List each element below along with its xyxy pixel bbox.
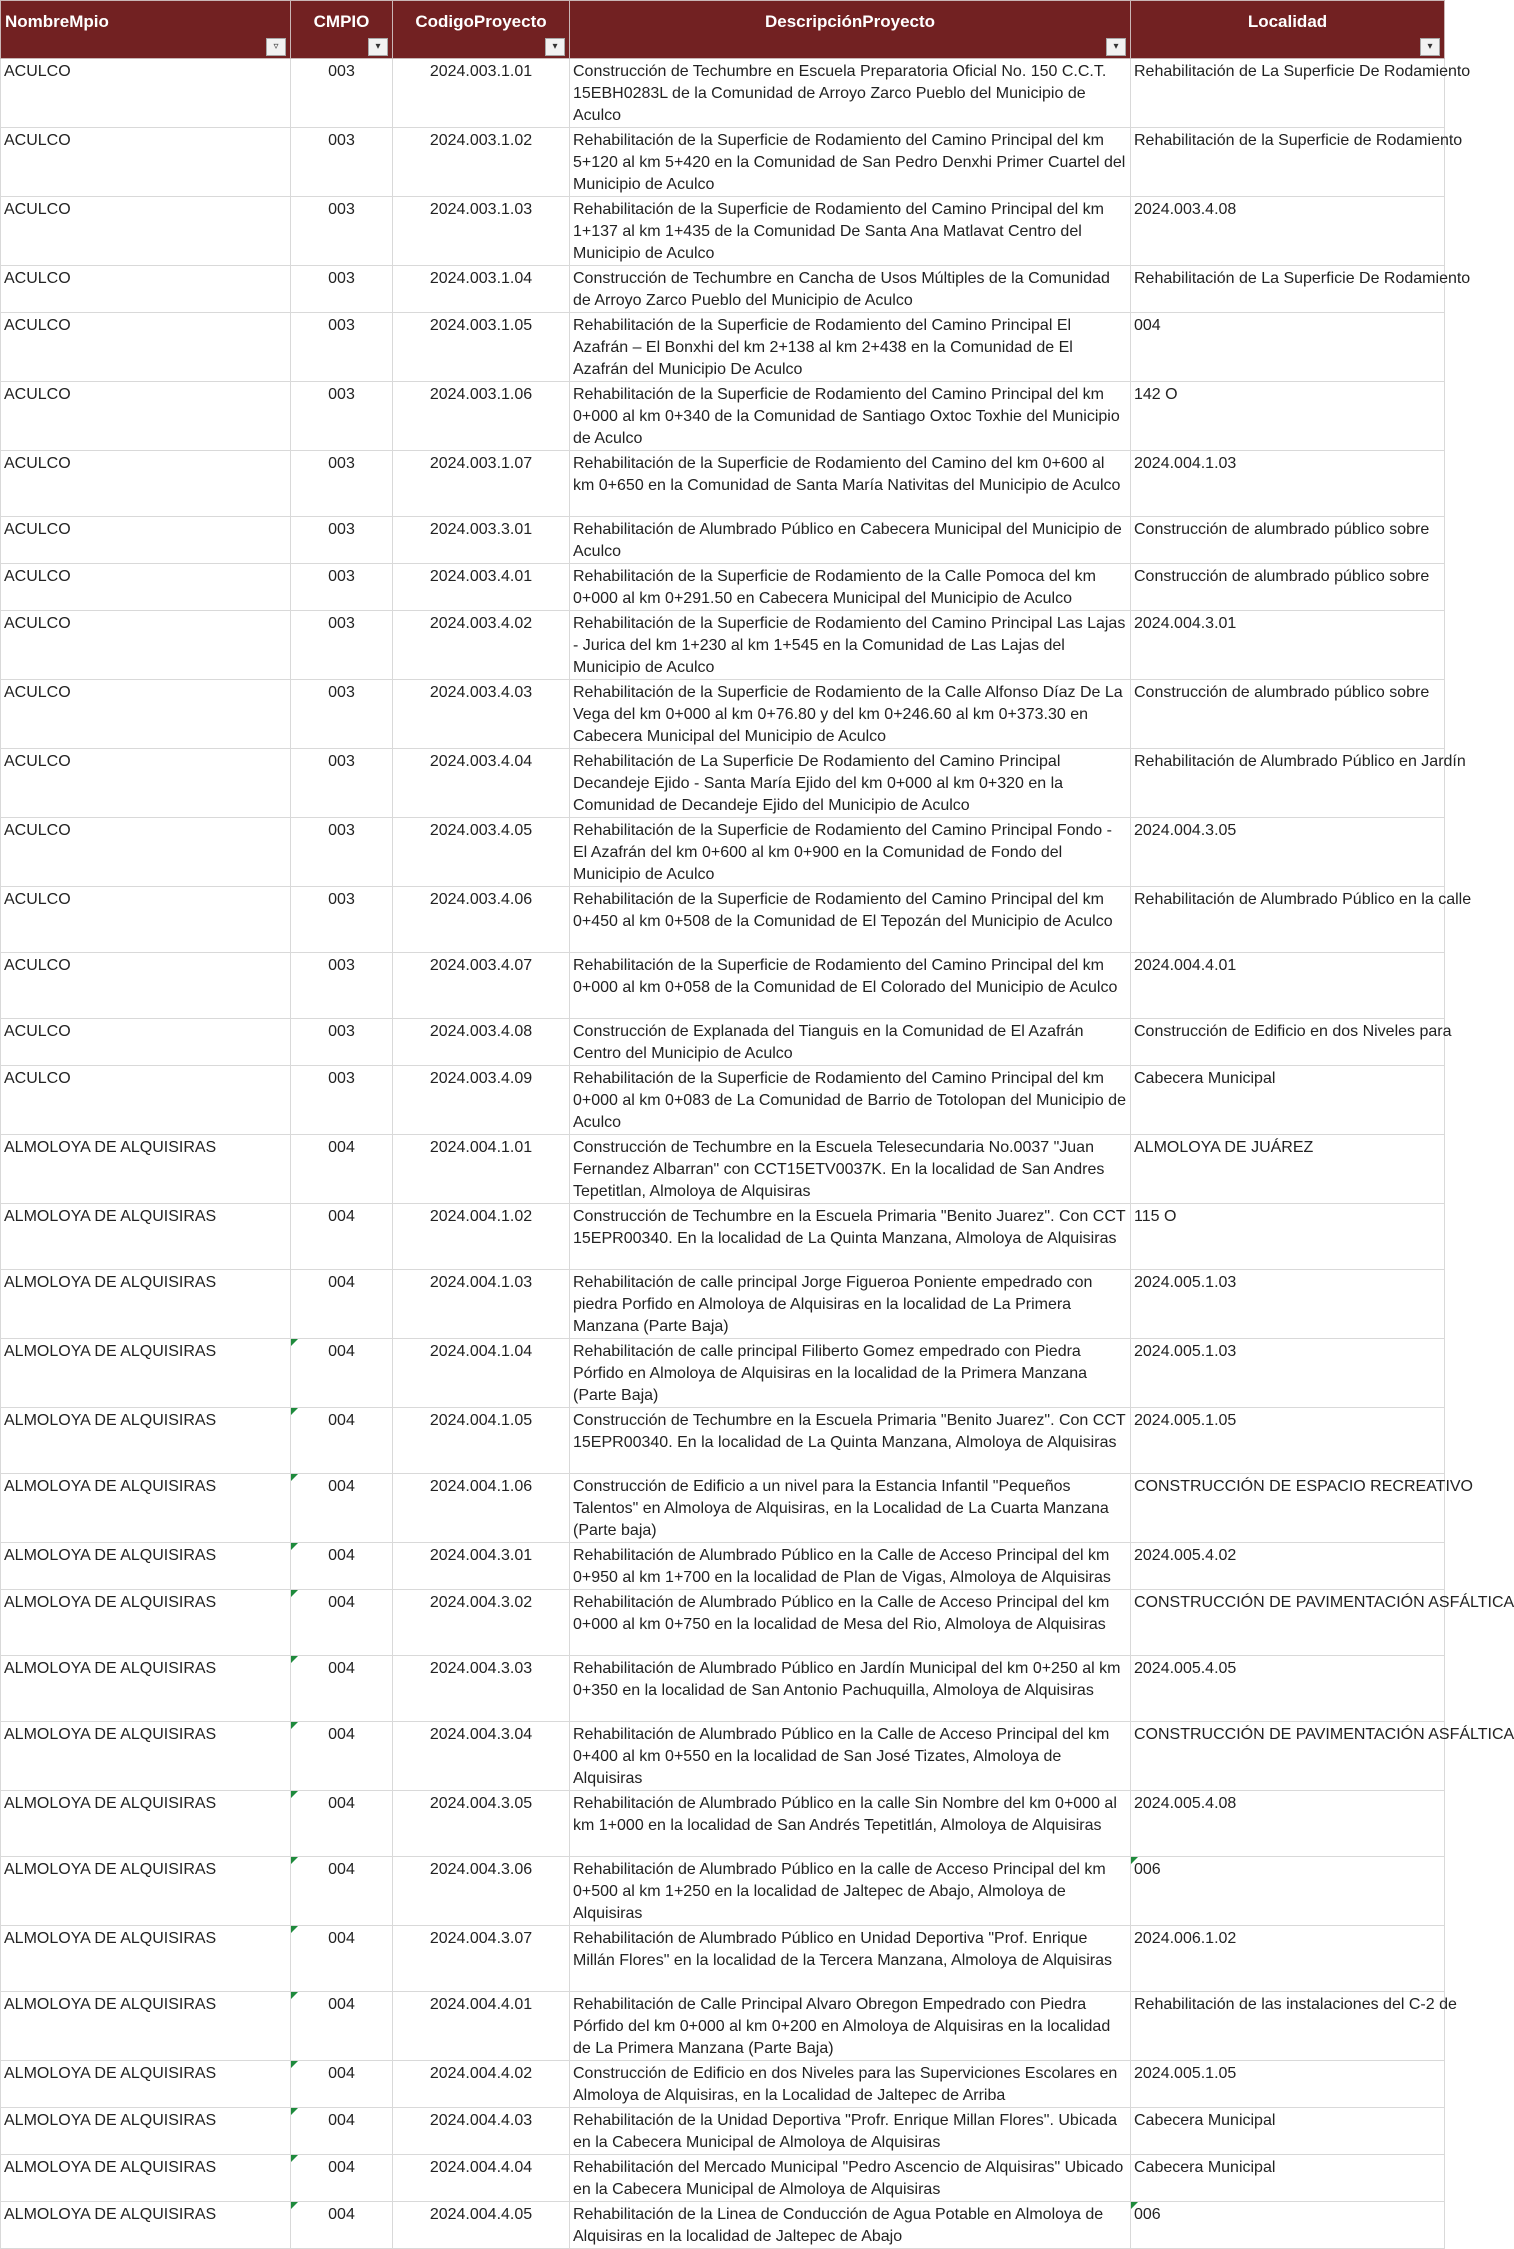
cell-descripcion[interactable]: Rehabilitación de La Superficie De Rodamiento del Camino Principal Decandeje Ejido - Santa María Ejido del km 0+000 al km 0+320 en la Comunidad de Decandeje Ejido del Municipio de Aculco	[570, 749, 1131, 818]
cell-descripcion[interactable]: Rehabilitación del Mercado Municipal "Pedro Ascencio de Alquisiras" Ubicado en la Cabecera Municipal de Almoloya de Alquisiras	[570, 2155, 1131, 2202]
cell-codigo[interactable]: 2024.003.4.04	[393, 749, 570, 818]
cell-nombre[interactable]: ALMOLOYA DE ALQUISIRAS	[1, 1926, 291, 1992]
cell-nombre[interactable]: ALMOLOYA DE ALQUISIRAS	[1, 1408, 291, 1474]
table-row[interactable]	[1, 1857, 1445, 1926]
cell-cmpio[interactable]: 004	[291, 1408, 393, 1474]
cell-descripcion[interactable]: Rehabilitación de la Superficie de Rodamiento del Camino Principal El Azafrán – El Bonxhi del km 2+138 al km 2+438 en la Comunidad de El Azafrán del Municipio De Aculco	[570, 313, 1131, 382]
header-codigo-label: CodigoProyecto	[415, 11, 547, 31]
cell-localidad[interactable]: Rehabilitación de Alumbrado Público en la calle	[1131, 887, 1445, 953]
cell-cmpio[interactable]: 003	[291, 1019, 393, 1066]
cell-nombre[interactable]: ACULCO	[1, 564, 291, 611]
cell-nombre[interactable]: ALMOLOYA DE ALQUISIRAS	[1, 2155, 291, 2202]
header-descripcion[interactable]	[570, 1, 1131, 59]
cell-codigo[interactable]: 2024.004.3.05	[393, 1791, 570, 1857]
table-row[interactable]	[1, 1590, 1445, 1656]
cell-descripcion[interactable]: Rehabilitación de Alumbrado Público en Unidad Deportiva "Prof. Enrique Millán Flores" en la localidad de la Tercera Manzana, Almoloya de Alquisiras	[570, 1926, 1131, 1992]
table-row[interactable]	[1, 197, 1445, 266]
cell-codigo[interactable]: 2024.004.1.02	[393, 1204, 570, 1270]
table-row[interactable]	[1, 451, 1445, 517]
table-row[interactable]	[1, 1474, 1445, 1543]
cell-cmpio[interactable]: 004	[291, 1590, 393, 1656]
cell-nombre[interactable]: ACULCO	[1, 382, 291, 451]
cell-localidad[interactable]: Rehabilitación de La Superficie De Rodamiento	[1131, 59, 1445, 128]
dropdown-arrow-icon[interactable]: ▾	[1420, 38, 1440, 56]
cell-codigo[interactable]: 2024.004.1.04	[393, 1339, 570, 1408]
cell-codigo[interactable]: 2024.004.4.02	[393, 2061, 570, 2108]
cell-codigo[interactable]: 2024.003.4.02	[393, 611, 570, 680]
table-body	[1, 59, 1514, 2249]
cell-nombre[interactable]: ALMOLOYA DE ALQUISIRAS	[1, 1135, 291, 1204]
cell-cmpio[interactable]: 003	[291, 128, 393, 197]
cell-codigo[interactable]: 2024.004.4.05	[393, 2202, 570, 2249]
cell-descripcion[interactable]: Rehabilitación de la Superficie de Rodamiento del Camino Principal del km 1+137 al km 1+435 de la Comunidad De Santa Ana Matlavat Centro del Municipio de Aculco	[570, 197, 1131, 266]
cell-localidad[interactable]: Rehabilitación de las instalaciones del C-2 de	[1131, 1992, 1445, 2061]
cell-cmpio[interactable]: 004	[291, 1270, 393, 1339]
cell-codigo[interactable]: 2024.004.4.03	[393, 2108, 570, 2155]
cell-codigo[interactable]: 2024.003.1.05	[393, 313, 570, 382]
cell-descripcion[interactable]: Construcción de Techumbre en la Escuela Telesecundaria No.0037 "Juan Fernandez Albarran" con CCT15ETV0037K. En la localidad de San Andres Tepetitlan, Almoloya de Alquisiras	[570, 1135, 1131, 1204]
table-row[interactable]	[1, 611, 1445, 680]
cell-localidad[interactable]: Construcción de Edificio en dos Niveles para	[1131, 1019, 1445, 1066]
table-row[interactable]	[1, 564, 1445, 611]
cell-cmpio[interactable]: 003	[291, 1066, 393, 1135]
table-row[interactable]	[1, 953, 1445, 1019]
cell-cmpio[interactable]: 004	[291, 1474, 393, 1543]
cell-codigo[interactable]: 2024.004.3.01	[393, 1543, 570, 1590]
cell-descripcion[interactable]: Rehabilitación de Alumbrado Público en la Calle de Acceso Principal del km 0+400 al km 0+550 en la localidad de San José Tizates, Almoloya de Alquisiras	[570, 1722, 1131, 1791]
cell-localidad[interactable]: Cabecera Municipal	[1131, 2108, 1445, 2155]
cell-codigo[interactable]: 2024.004.3.04	[393, 1722, 570, 1791]
cell-descripcion[interactable]: Construcción de Techumbre en la Escuela Primaria "Benito Juarez". Con CCT 15EPR00340. En la localidad de La Quinta Manzana, Almoloya de Alquisiras	[570, 1204, 1131, 1270]
cell-codigo[interactable]: 2024.003.4.07	[393, 953, 570, 1019]
cell-cmpio[interactable]: 003	[291, 564, 393, 611]
cell-descripcion[interactable]: Rehabilitación de la Superficie de Rodamiento del Camino Principal Las Lajas - Jurica del km 1+230 al km 1+545 en la Comunidad de Las Lajas del Municipio de Aculco	[570, 611, 1131, 680]
cell-localidad[interactable]: 2024.005.1.03	[1131, 1270, 1445, 1339]
cell-localidad[interactable]: 142 O	[1131, 382, 1445, 451]
table-row[interactable]	[1, 2108, 1445, 2155]
table-row[interactable]	[1, 59, 1445, 128]
cell-nombre[interactable]: ALMOLOYA DE ALQUISIRAS	[1, 2061, 291, 2108]
table-row[interactable]	[1, 382, 1445, 451]
cell-codigo[interactable]: 2024.003.4.05	[393, 818, 570, 887]
cell-nombre[interactable]: ACULCO	[1, 749, 291, 818]
cell-descripcion[interactable]: Construcción de Explanada del Tianguis en la Comunidad de El Azafrán Centro del Municipio de Aculco	[570, 1019, 1131, 1066]
table-row[interactable]	[1, 2155, 1445, 2202]
cell-nombre[interactable]: ALMOLOYA DE ALQUISIRAS	[1, 2108, 291, 2155]
cell-codigo[interactable]: 2024.003.1.07	[393, 451, 570, 517]
header-row	[1, 1, 1445, 59]
header-nombre[interactable]	[1, 1, 291, 59]
cell-localidad[interactable]: Rehabilitación de Alumbrado Público en Jardín	[1131, 749, 1445, 818]
cell-localidad[interactable]: 2024.003.4.08	[1131, 197, 1445, 266]
cell-cmpio[interactable]: 004	[291, 1857, 393, 1926]
dropdown-arrow-icon[interactable]: ▾	[545, 38, 565, 56]
cell-localidad[interactable]: Rehabilitación de La Superficie De Rodamiento	[1131, 266, 1445, 313]
cell-descripcion[interactable]: Rehabilitación de la Unidad Deportiva "Profr. Enrique Millan Flores". Ubicada en la Cabecera Municipal de Almoloya de Alquisiras	[570, 2108, 1131, 2155]
cell-descripcion[interactable]: Construcción de Techumbre en Escuela Preparatoria Oficial No. 150 C.C.T. 15EBH0283L de la Comunidad de Arroyo Zarco Pueblo del Municipio de Aculco	[570, 59, 1131, 128]
cell-cmpio[interactable]: 003	[291, 451, 393, 517]
cell-cmpio[interactable]: 004	[291, 2202, 393, 2249]
cell-descripcion[interactable]: Rehabilitación de la Superficie de Rodamiento del Camino Principal del km 5+120 al km 5+420 en la Comunidad de San Pedro Denxhi Primer Cuartel del Municipio de Aculco	[570, 128, 1131, 197]
cell-codigo[interactable]: 2024.003.4.08	[393, 1019, 570, 1066]
cell-localidad[interactable]: 2024.005.4.02	[1131, 1543, 1445, 1590]
cell-cmpio[interactable]: 003	[291, 382, 393, 451]
cell-cmpio[interactable]: 003	[291, 749, 393, 818]
table-row[interactable]	[1, 1992, 1445, 2061]
cell-codigo[interactable]: 2024.003.4.06	[393, 887, 570, 953]
cell-nombre[interactable]: ACULCO	[1, 266, 291, 313]
cell-nombre[interactable]: ALMOLOYA DE ALQUISIRAS	[1, 2202, 291, 2249]
cell-cmpio[interactable]: 004	[291, 1339, 393, 1408]
cell-descripcion[interactable]: Rehabilitación de calle principal Jorge Figueroa Poniente empedrado con piedra Porfido en Almoloya de Alquisiras en la localidad de La Primera Manzana (Parte Baja)	[570, 1270, 1131, 1339]
cell-localidad[interactable]: ALMOLOYA DE JUÁREZ	[1131, 1135, 1445, 1204]
header-localidad[interactable]	[1131, 1, 1445, 59]
cell-localidad[interactable]: 006	[1131, 1857, 1445, 1926]
cell-localidad[interactable]: Cabecera Municipal	[1131, 1066, 1445, 1135]
cell-descripcion[interactable]: Construcción de Edificio en dos Niveles para las Superviciones Escolares en Almoloya de Alquisiras, en la Localidad de Jaltepec de Arriba	[570, 2061, 1131, 2108]
table-row[interactable]	[1, 2202, 1445, 2249]
cell-codigo[interactable]: 2024.003.4.09	[393, 1066, 570, 1135]
cell-localidad[interactable]: 2024.004.3.01	[1131, 611, 1445, 680]
cell-cmpio[interactable]: 004	[291, 1722, 393, 1791]
cell-cmpio[interactable]: 003	[291, 59, 393, 128]
cell-localidad[interactable]: 2024.006.1.02	[1131, 1926, 1445, 1992]
cell-localidad[interactable]: 2024.005.1.05	[1131, 2061, 1445, 2108]
cell-descripcion[interactable]: Rehabilitación de la Superficie de Rodamiento del Camino Principal del km 0+000 al km 0+058 de la Comunidad de El Colorado del Municipio de Aculco	[570, 953, 1131, 1019]
cell-cmpio[interactable]: 004	[291, 1992, 393, 2061]
table-row[interactable]	[1, 1066, 1445, 1135]
cell-codigo[interactable]: 2024.004.1.01	[393, 1135, 570, 1204]
cell-nombre[interactable]: ALMOLOYA DE ALQUISIRAS	[1, 1543, 291, 1590]
cell-cmpio[interactable]: 003	[291, 517, 393, 564]
cell-descripcion[interactable]: Rehabilitación de Calle Principal Alvaro Obregon Empedrado con Piedra Pórfido del km 0+000 al km 0+200 en Almoloya de Alquisiras en la localidad de La Primera Manzana (Parte Baja)	[570, 1992, 1131, 2061]
cell-cmpio[interactable]: 004	[291, 1204, 393, 1270]
cell-localidad[interactable]: 2024.005.1.03	[1131, 1339, 1445, 1408]
cell-cmpio[interactable]: 003	[291, 313, 393, 382]
table-row[interactable]	[1, 1722, 1445, 1791]
cell-codigo[interactable]: 2024.004.1.06	[393, 1474, 570, 1543]
cell-descripcion[interactable]: Rehabilitación de Alumbrado Público en Jardín Municipal del km 0+250 al km 0+350 en la localidad de San Antonio Pachuquilla, Almoloya de Alquisiras	[570, 1656, 1131, 1722]
cell-codigo[interactable]: 2024.004.4.04	[393, 2155, 570, 2202]
cell-descripcion[interactable]: Rehabilitación de la Superficie de Rodamiento del Camino Principal del km 0+000 al km 0+340 de la Comunidad de Santiago Oxtoc Toxhie del Municipio de Aculco	[570, 382, 1131, 451]
cell-nombre[interactable]: ALMOLOYA DE ALQUISIRAS	[1, 1270, 291, 1339]
table-row[interactable]	[1, 1204, 1445, 1270]
cell-codigo[interactable]: 2024.004.3.02	[393, 1590, 570, 1656]
table-row[interactable]	[1, 1791, 1445, 1857]
cell-nombre[interactable]: ALMOLOYA DE ALQUISIRAS	[1, 1992, 291, 2061]
cell-descripcion[interactable]: Rehabilitación de Alumbrado Público en Cabecera Municipal del Municipio de Aculco	[570, 517, 1131, 564]
cell-localidad[interactable]: 004	[1131, 313, 1445, 382]
cell-nombre[interactable]: ALMOLOYA DE ALQUISIRAS	[1, 1857, 291, 1926]
header-cmpio-label: CMPIO	[313, 11, 370, 31]
table-row[interactable]	[1, 1270, 1445, 1339]
cell-localidad[interactable]: Rehabilitación de la Superficie de Rodamiento	[1131, 128, 1445, 197]
cell-cmpio[interactable]: 004	[291, 2061, 393, 2108]
table-row[interactable]	[1, 1339, 1445, 1408]
cell-localidad[interactable]: Construcción de alumbrado público sobre	[1131, 680, 1445, 749]
cell-nombre[interactable]: ALMOLOYA DE ALQUISIRAS	[1, 1339, 291, 1408]
cell-descripcion[interactable]: Construcción de Techumbre en Cancha de Usos Múltiples de la Comunidad de Arroyo Zarco Pueblo del Municipio de Aculco	[570, 266, 1131, 313]
table-row[interactable]	[1, 887, 1445, 953]
cell-nombre[interactable]: ACULCO	[1, 451, 291, 517]
cell-nombre[interactable]: ACULCO	[1, 313, 291, 382]
dropdown-arrow-icon[interactable]: ▾	[1106, 38, 1126, 56]
table-row[interactable]	[1, 1656, 1445, 1722]
cell-codigo[interactable]: 2024.003.4.03	[393, 680, 570, 749]
cell-cmpio[interactable]: 003	[291, 611, 393, 680]
cell-cmpio[interactable]: 003	[291, 818, 393, 887]
table-row[interactable]	[1, 2061, 1445, 2108]
cell-localidad[interactable]: CONSTRUCCIÓN DE PAVIMENTACIÓN ASFÁLTICA	[1131, 1722, 1445, 1791]
cell-localidad[interactable]: 2024.004.3.05	[1131, 818, 1445, 887]
cell-descripcion[interactable]: Rehabilitación de la Superficie de Rodamiento de la Calle Alfonso Díaz De La Vega del km 0+000 al km 0+76.80 y del km 0+246.60 al km 0+373.30 en Cabecera Municipal del Municipio de Aculco	[570, 680, 1131, 749]
cell-nombre[interactable]: ALMOLOYA DE ALQUISIRAS	[1, 1656, 291, 1722]
cell-localidad[interactable]: 2024.004.1.03	[1131, 451, 1445, 517]
cell-localidad[interactable]: 2024.005.1.05	[1131, 1408, 1445, 1474]
cell-descripcion[interactable]: Construcción de Techumbre en la Escuela Primaria "Benito Juarez". Con CCT 15EPR00340. En la localidad de La Quinta Manzana, Almoloya de Alquisiras	[570, 1408, 1131, 1474]
cell-nombre[interactable]: ALMOLOYA DE ALQUISIRAS	[1, 1590, 291, 1656]
cell-codigo[interactable]: 2024.003.1.02	[393, 128, 570, 197]
cell-codigo[interactable]: 2024.004.3.03	[393, 1656, 570, 1722]
cell-cmpio[interactable]: 003	[291, 197, 393, 266]
cell-codigo[interactable]: 2024.003.1.06	[393, 382, 570, 451]
cell-codigo[interactable]: 2024.004.1.05	[393, 1408, 570, 1474]
table-row[interactable]	[1, 266, 1445, 313]
cell-descripcion[interactable]: Rehabilitación de la Superficie de Rodamiento de la Calle Pomoca del km 0+000 al km 0+291.50 en Cabecera Municipal del Municipio de Aculco	[570, 564, 1131, 611]
table-row[interactable]	[1, 680, 1445, 749]
cell-descripcion[interactable]: Rehabilitación de la Superficie de Rodamiento del Camino Principal del km 0+000 al km 0+083 de La Comunidad de Barrio de Totolopan del Municipio de Aculco	[570, 1066, 1131, 1135]
cell-localidad[interactable]: 2024.004.4.01	[1131, 953, 1445, 1019]
cell-cmpio[interactable]: 004	[291, 1135, 393, 1204]
cell-nombre[interactable]: ACULCO	[1, 887, 291, 953]
cell-nombre[interactable]: ALMOLOYA DE ALQUISIRAS	[1, 1722, 291, 1791]
cell-codigo[interactable]: 2024.003.1.01	[393, 59, 570, 128]
table-row[interactable]	[1, 313, 1445, 382]
cell-descripcion[interactable]: Rehabilitación de la Linea de Conducción de Agua Potable en Almoloya de Alquisiras en la localidad de Jaltepec de Abajo	[570, 2202, 1131, 2249]
cell-nombre[interactable]: ALMOLOYA DE ALQUISIRAS	[1, 1791, 291, 1857]
table-row[interactable]	[1, 1926, 1445, 1992]
cell-nombre[interactable]: ACULCO	[1, 517, 291, 564]
cell-localidad[interactable]: 2024.005.4.05	[1131, 1656, 1445, 1722]
cell-localidad[interactable]: Construcción de alumbrado público sobre	[1131, 517, 1445, 564]
cell-nombre[interactable]: ACULCO	[1, 128, 291, 197]
table-row[interactable]	[1, 517, 1445, 564]
table-row[interactable]	[1, 1408, 1445, 1474]
cell-descripcion[interactable]: Rehabilitación de la Superficie de Rodamiento del Camino Principal Fondo - El Azafrán del km 0+600 al km 0+900 en la Comunidad de Fondo del Municipio de Aculco	[570, 818, 1131, 887]
cell-cmpio[interactable]: 004	[291, 1543, 393, 1590]
cell-codigo[interactable]: 2024.004.3.06	[393, 1857, 570, 1926]
cell-localidad[interactable]: 2024.005.4.08	[1131, 1791, 1445, 1857]
cell-cmpio[interactable]: 004	[291, 1926, 393, 1992]
cell-codigo[interactable]: 2024.004.4.01	[393, 1992, 570, 2061]
table-row[interactable]	[1, 818, 1445, 887]
header-cmpio[interactable]	[291, 1, 393, 59]
cell-nombre[interactable]: ACULCO	[1, 59, 291, 128]
cell-localidad[interactable]: Construcción de alumbrado público sobre	[1131, 564, 1445, 611]
cell-localidad[interactable]: 115 O	[1131, 1204, 1445, 1270]
filter-funnel-icon[interactable]: ▿	[266, 38, 286, 56]
cell-localidad[interactable]: Cabecera Municipal	[1131, 2155, 1445, 2202]
cell-descripcion[interactable]: Rehabilitación de calle principal Filiberto Gomez empedrado con Piedra Pórfido en Almoloya de Alquisiras en la localidad de la Primera Manzana (Parte Baja)	[570, 1339, 1131, 1408]
table-row[interactable]	[1, 749, 1445, 818]
cell-nombre[interactable]: ACULCO	[1, 953, 291, 1019]
cell-cmpio[interactable]: 003	[291, 680, 393, 749]
cell-cmpio[interactable]: 004	[291, 1791, 393, 1857]
header-nombre-label: NombreMpio	[5, 11, 109, 31]
cell-codigo[interactable]: 2024.004.1.03	[393, 1270, 570, 1339]
cell-descripcion[interactable]: Rehabilitación de la Superficie de Rodamiento del Camino del km 0+600 al km 0+650 en la Comunidad de Santa María Nativitas del Municipio de Aculco	[570, 451, 1131, 517]
cell-nombre[interactable]: ACULCO	[1, 1066, 291, 1135]
table-row[interactable]	[1, 128, 1445, 197]
cell-localidad[interactable]: 006	[1131, 2202, 1445, 2249]
header-descripcion-label: DescripciónProyecto	[764, 11, 936, 31]
dropdown-arrow-icon[interactable]: ▾	[368, 38, 388, 56]
cell-nombre[interactable]: ACULCO	[1, 680, 291, 749]
cell-nombre[interactable]: ALMOLOYA DE ALQUISIRAS	[1, 1204, 291, 1270]
cell-localidad[interactable]: CONSTRUCCIÓN DE ESPACIO RECREATIVO	[1131, 1474, 1445, 1543]
cell-descripcion[interactable]: Rehabilitación de Alumbrado Público en la calle de Acceso Principal del km 0+500 al km 1+250 en la localidad de Jaltepec de Abajo, Almoloya de Alquisiras	[570, 1857, 1131, 1926]
cell-descripcion[interactable]: Rehabilitación de Alumbrado Público en la Calle de Acceso Principal del km 0+950 al km 1+700 en la localidad de Plan de Vigas, Almoloya de Alquisiras	[570, 1543, 1131, 1590]
cell-codigo[interactable]: 2024.004.3.07	[393, 1926, 570, 1992]
cell-codigo[interactable]: 2024.003.1.04	[393, 266, 570, 313]
cell-nombre[interactable]: ACULCO	[1, 611, 291, 680]
cell-nombre[interactable]: ALMOLOYA DE ALQUISIRAS	[1, 1474, 291, 1543]
cell-cmpio[interactable]: 004	[291, 1656, 393, 1722]
cell-cmpio[interactable]: 004	[291, 2155, 393, 2202]
cell-cmpio[interactable]: 003	[291, 887, 393, 953]
cell-cmpio[interactable]: 004	[291, 2108, 393, 2155]
table-row[interactable]	[1, 1543, 1445, 1590]
cell-codigo[interactable]: 2024.003.4.01	[393, 564, 570, 611]
header-localidad-label: Localidad	[1247, 11, 1328, 31]
table-row[interactable]	[1, 1019, 1445, 1066]
cell-nombre[interactable]: ACULCO	[1, 818, 291, 887]
header-codigo[interactable]	[393, 1, 570, 59]
cell-nombre[interactable]: ACULCO	[1, 1019, 291, 1066]
cell-cmpio[interactable]: 003	[291, 266, 393, 313]
cell-nombre[interactable]: ACULCO	[1, 197, 291, 266]
cell-cmpio[interactable]: 003	[291, 953, 393, 1019]
cell-descripcion[interactable]: Rehabilitación de la Superficie de Rodamiento del Camino Principal del km 0+450 al km 0+508 de la Comunidad de El Tepozán del Municipio de Aculco	[570, 887, 1131, 953]
cell-descripcion[interactable]: Rehabilitación de Alumbrado Público en la calle Sin Nombre del km 0+000 al km 1+000 en la localidad de San Andrés Tepetitlán, Almoloya de Alquisiras	[570, 1791, 1131, 1857]
cell-codigo[interactable]: 2024.003.1.03	[393, 197, 570, 266]
cell-localidad[interactable]: CONSTRUCCIÓN DE PAVIMENTACIÓN ASFÁLTICA	[1131, 1590, 1445, 1656]
table-row[interactable]	[1, 1135, 1445, 1204]
cell-codigo[interactable]: 2024.003.3.01	[393, 517, 570, 564]
cell-descripcion[interactable]: Construcción de Edificio a un nivel para la Estancia Infantil "Pequeños Talentos" en Almoloya de Alquisiras, en la Localidad de La Cuarta Manzana (Parte baja)	[570, 1474, 1131, 1543]
cell-descripcion[interactable]: Rehabilitación de Alumbrado Público en la Calle de Acceso Principal del km 0+000 al km 0+750 en la localidad de Mesa del Rio, Almoloya de Alquisiras	[570, 1590, 1131, 1656]
